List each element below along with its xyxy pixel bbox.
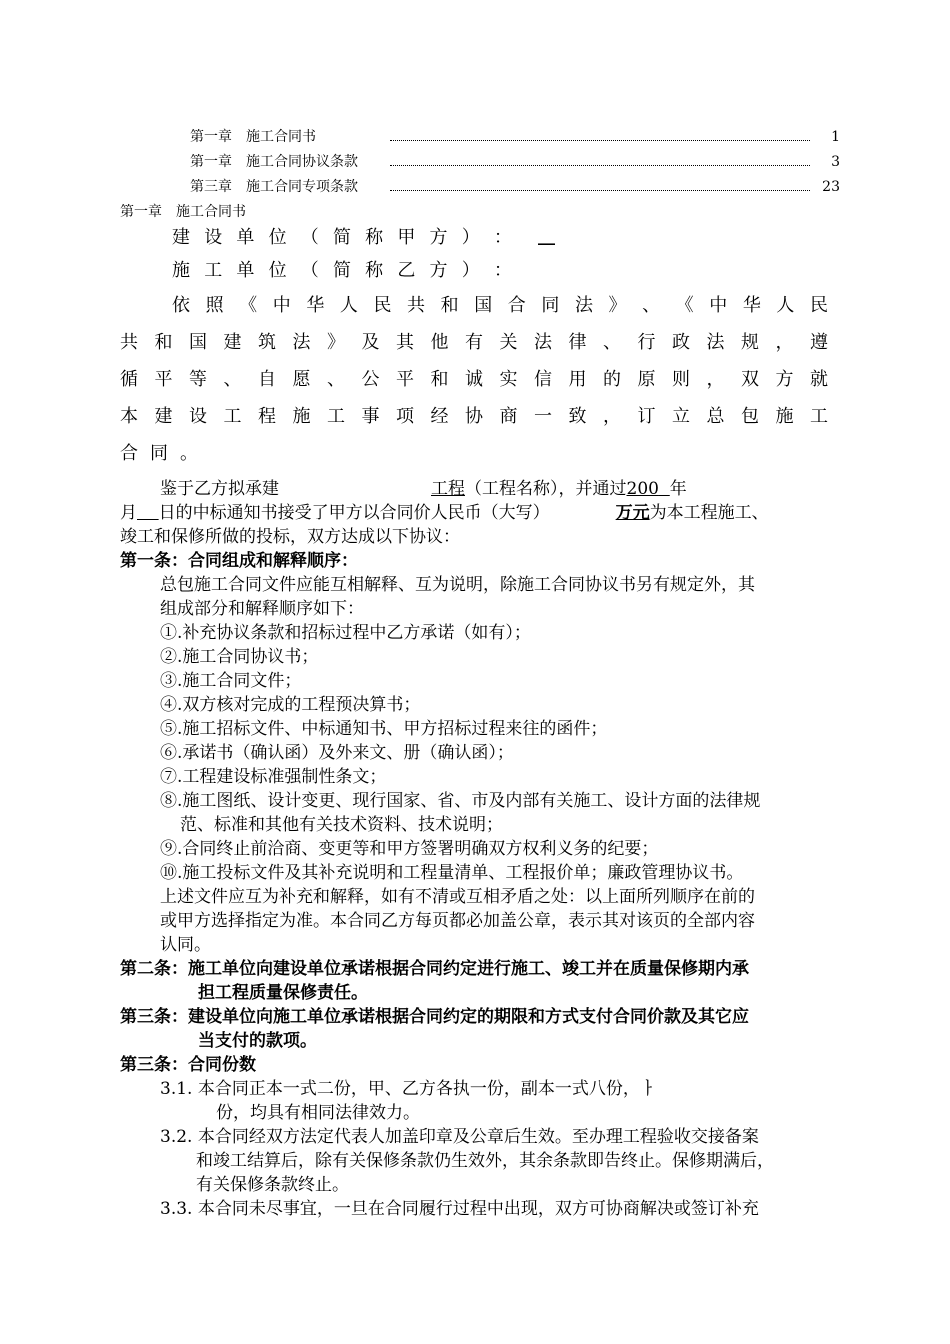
glyph: 乙 bbox=[397, 260, 416, 281]
toc-entry-page: 1 bbox=[831, 129, 840, 145]
intro-line bbox=[120, 368, 828, 392]
article-1-intro: 总包施工合同文件应能互相解释、互为说明，除施工合同协议书另有规定外，其 bbox=[160, 575, 755, 595]
intro-line bbox=[120, 442, 198, 466]
recital-line-1: 鉴于乙方拟承建 工程（工程名称），并通过200 年 bbox=[160, 479, 687, 499]
glyph: 共 bbox=[120, 332, 138, 353]
glyph: 方 bbox=[775, 369, 794, 390]
clause-3-2: 3.2. 本合同经双方法定代表人加盖印章及公章后生效。至办理工程验收交接备案 bbox=[160, 1127, 759, 1147]
glyph: ） bbox=[461, 227, 480, 248]
list-item: ④.双方核对完成的工程预决算书； bbox=[160, 695, 421, 715]
toc-entry-page: 3 bbox=[831, 154, 840, 170]
recital-line-2: 月 日的中标通知书接受了甲方以合同价人民币（大写） 万元为本工程施工、 bbox=[120, 503, 769, 523]
list-item: ③.施工合同文件； bbox=[160, 671, 302, 691]
glyph: 工 bbox=[327, 406, 345, 427]
glyph: 循 bbox=[120, 369, 138, 390]
glyph: 、 bbox=[603, 332, 621, 353]
glyph: 商 bbox=[499, 406, 518, 427]
glyph: 项 bbox=[396, 406, 414, 427]
glyph: ， bbox=[603, 406, 621, 427]
toc-entry[interactable] bbox=[190, 152, 840, 172]
glyph: 方 bbox=[429, 260, 448, 281]
article-1-title: 第一条：合同组成和解释顺序： bbox=[120, 551, 358, 571]
glyph: 有 bbox=[465, 332, 483, 353]
glyph: 致 bbox=[568, 406, 587, 427]
glyph: 原 bbox=[637, 369, 656, 390]
glyph: 》 bbox=[608, 295, 627, 316]
glyph: 实 bbox=[499, 369, 518, 390]
article-1-closing: 或甲方选择指定为准。本合同乙方每页都必加盖公章，表示其对该页的全部内容 bbox=[160, 911, 755, 931]
glyph: 法 bbox=[292, 332, 311, 353]
toc-leader bbox=[390, 190, 810, 191]
toc-leader bbox=[390, 140, 810, 141]
glyph: 事 bbox=[361, 406, 380, 427]
glyph: 立 bbox=[672, 406, 690, 427]
glyph: 共 bbox=[407, 295, 426, 316]
article-2-title-cont: 担工程质量保修责任。 bbox=[198, 983, 368, 1003]
party-a-blank: __ bbox=[538, 226, 555, 246]
toc-entry-page: 23 bbox=[822, 179, 840, 195]
clause-3-1-cont: 份，均具有相同法律效力。 bbox=[216, 1103, 420, 1123]
glyph: 及 bbox=[361, 332, 380, 353]
chapter-heading: 第一章 施工合同书 bbox=[120, 204, 246, 220]
glyph: 。 bbox=[180, 443, 198, 464]
list-item: ②.施工合同协议书； bbox=[160, 647, 319, 667]
glyph: 甲 bbox=[397, 227, 416, 248]
project-name-blank: 工程 bbox=[431, 479, 465, 499]
glyph: 信 bbox=[534, 369, 552, 390]
glyph: 经 bbox=[430, 406, 449, 427]
glyph: （ bbox=[300, 227, 319, 248]
glyph: 程 bbox=[258, 406, 276, 427]
glyph: 公 bbox=[361, 369, 380, 390]
toc-entry[interactable] bbox=[190, 177, 840, 197]
party-a-label bbox=[172, 226, 512, 250]
glyph: 合 bbox=[120, 443, 138, 464]
glyph: 称 bbox=[365, 260, 384, 281]
glyph: 平 bbox=[154, 369, 173, 390]
glyph: 律 bbox=[568, 332, 587, 353]
clause-3-3: 3.3. 本合同未尽事宜，一旦在合同履行过程中出现，双方可协商解决或签订补充 bbox=[160, 1199, 759, 1219]
article-1-closing: 上述文件应互为补充和解释，如有不清或互相矛盾之处：以上面所列顺序在前的 bbox=[160, 887, 755, 907]
toc-entry[interactable] bbox=[190, 127, 840, 147]
glyph: 施 bbox=[172, 260, 190, 281]
glyph: 民 bbox=[809, 295, 828, 316]
glyph: ， bbox=[706, 369, 725, 390]
article-1-intro: 组成部分和解释顺序如下： bbox=[160, 599, 364, 619]
glyph: 建 bbox=[223, 332, 242, 353]
glyph: 位 bbox=[268, 260, 287, 281]
list-item: ⑦.工程建设标准强制性条文； bbox=[160, 767, 387, 787]
glyph: 的 bbox=[603, 369, 621, 390]
glyph: 民 bbox=[373, 295, 392, 316]
list-item: ⑧.施工图纸、设计变更、现行国家、省、市及内部有关施工、设计方面的法律规 bbox=[160, 791, 761, 811]
toc-entry-title: 第三章 施工合同专项条款 bbox=[190, 179, 358, 195]
recital-line-3: 竣工和保修所做的投标，双方达成以下协议： bbox=[120, 527, 460, 547]
glyph: 单 bbox=[236, 227, 255, 248]
glyph: 就 bbox=[810, 369, 828, 390]
glyph: 》 bbox=[327, 332, 345, 353]
glyph: 合 bbox=[507, 295, 526, 316]
glyph: 同 bbox=[150, 443, 168, 464]
glyph: 工 bbox=[810, 406, 828, 427]
glyph: ： bbox=[493, 260, 512, 281]
glyph: 协 bbox=[465, 406, 483, 427]
glyph: 简 bbox=[332, 227, 351, 248]
article-1-closing: 认同。 bbox=[160, 935, 211, 955]
glyph: 、 bbox=[642, 295, 661, 316]
glyph: 施 bbox=[775, 406, 794, 427]
glyph: ， bbox=[775, 332, 794, 353]
glyph: 双 bbox=[741, 369, 759, 390]
glyph: 、 bbox=[223, 369, 242, 390]
glyph: 简 bbox=[332, 260, 351, 281]
glyph: 人 bbox=[339, 295, 358, 316]
glyph: 法 bbox=[706, 332, 725, 353]
article-3a-title-cont: 当支付的款项。 bbox=[198, 1031, 317, 1051]
glyph: 工 bbox=[223, 406, 242, 427]
glyph: ： bbox=[493, 227, 512, 248]
glyph: 一 bbox=[534, 406, 552, 427]
glyph: 行 bbox=[637, 332, 656, 353]
glyph: 他 bbox=[430, 332, 449, 353]
toc-entry-title: 第一章 施工合同协议条款 bbox=[190, 154, 358, 170]
glyph: 用 bbox=[568, 369, 587, 390]
glyph: （ bbox=[300, 260, 319, 281]
intro-line bbox=[120, 405, 828, 429]
article-3b-title: 第三条：合同份数 bbox=[120, 1055, 256, 1075]
glyph: 法 bbox=[534, 332, 552, 353]
glyph: 依 bbox=[172, 295, 190, 316]
glyph: 照 bbox=[205, 295, 224, 316]
glyph: 同 bbox=[541, 295, 560, 316]
glyph: 包 bbox=[741, 406, 759, 427]
glyph: 政 bbox=[672, 332, 690, 353]
clause-3-1: 3.1. 本合同正本一式二份，甲、乙方各执一份，副本一式八份，ㅏ bbox=[160, 1079, 657, 1099]
glyph: 和 bbox=[154, 332, 173, 353]
glyph: 则 bbox=[672, 369, 690, 390]
glyph: 单 bbox=[236, 260, 255, 281]
glyph: 和 bbox=[430, 369, 449, 390]
glyph: 其 bbox=[396, 332, 414, 353]
glyph: 等 bbox=[189, 369, 207, 390]
glyph: 国 bbox=[474, 295, 493, 316]
glyph: 法 bbox=[574, 295, 593, 316]
clause-3-2-cont: 和竣工结算后，除有关保修条款仍生效外，其余条款即告终止。保修期满后， bbox=[196, 1151, 774, 1171]
clause-3-2-cont: 有关保修条款终止。 bbox=[196, 1175, 349, 1195]
list-item: ⑤.施工招标文件、中标通知书、甲方招标过程来往的函件； bbox=[160, 719, 608, 739]
glyph: 施 bbox=[292, 406, 311, 427]
glyph: 称 bbox=[365, 227, 384, 248]
amount-blank: 万元 bbox=[615, 503, 650, 523]
article-3a-title: 第三条：建设单位向施工单位承诺根据合同约定的期限和方式支付合同价款及其它应 bbox=[120, 1007, 749, 1027]
glyph: 中 bbox=[709, 295, 728, 316]
glyph: 国 bbox=[189, 332, 207, 353]
glyph: 规 bbox=[741, 332, 759, 353]
glyph: 设 bbox=[189, 406, 207, 427]
glyph: 《 bbox=[239, 295, 258, 316]
glyph: 华 bbox=[306, 295, 325, 316]
glyph: 订 bbox=[637, 406, 656, 427]
glyph: 总 bbox=[706, 406, 725, 427]
glyph: 工 bbox=[204, 260, 223, 281]
intro-line bbox=[172, 294, 828, 318]
party-b-label bbox=[172, 259, 512, 283]
glyph: 华 bbox=[742, 295, 761, 316]
glyph: 关 bbox=[499, 332, 518, 353]
glyph: 人 bbox=[776, 295, 795, 316]
glyph: ） bbox=[461, 260, 480, 281]
glyph: 本 bbox=[120, 406, 138, 427]
toc-entry-title: 第一章 施工合同书 bbox=[190, 129, 316, 145]
glyph: 诚 bbox=[465, 369, 483, 390]
glyph: 方 bbox=[429, 227, 448, 248]
toc-leader bbox=[390, 165, 810, 166]
intro-line bbox=[120, 331, 828, 355]
glyph: 遵 bbox=[810, 332, 828, 353]
glyph: 、 bbox=[327, 369, 345, 390]
glyph: 和 bbox=[440, 295, 459, 316]
list-item-continued: 范、标准和其他有关技术资料、技术说明； bbox=[180, 815, 503, 835]
glyph: 建 bbox=[154, 406, 173, 427]
glyph: 设 bbox=[204, 227, 223, 248]
glyph: 筑 bbox=[258, 332, 276, 353]
year-blank: 200 bbox=[626, 479, 659, 499]
list-item: ⑨.合同终止前洽商、变更等和甲方签署明确双方权利义务的纪要； bbox=[160, 839, 659, 859]
list-item: ⑩.施工投标文件及其补充说明和工程量清单、工程报价单；廉政管理协议书。 bbox=[160, 863, 744, 883]
glyph: 建 bbox=[172, 227, 190, 248]
article-2-title: 第二条：施工单位向建设单位承诺根据合同约定进行施工、竣工并在质量保修期内承 bbox=[120, 959, 749, 979]
glyph: 《 bbox=[675, 295, 694, 316]
glyph: 位 bbox=[268, 227, 287, 248]
glyph: 愿 bbox=[292, 369, 311, 390]
list-item: ⑥.承诺书（确认函）及外来文、册（确认函）； bbox=[160, 743, 514, 763]
glyph: 平 bbox=[396, 369, 414, 390]
list-item: ①.补充协议条款和招标过程中乙方承诺（如有）； bbox=[160, 623, 531, 643]
glyph: 自 bbox=[258, 369, 276, 390]
glyph: 中 bbox=[272, 295, 291, 316]
